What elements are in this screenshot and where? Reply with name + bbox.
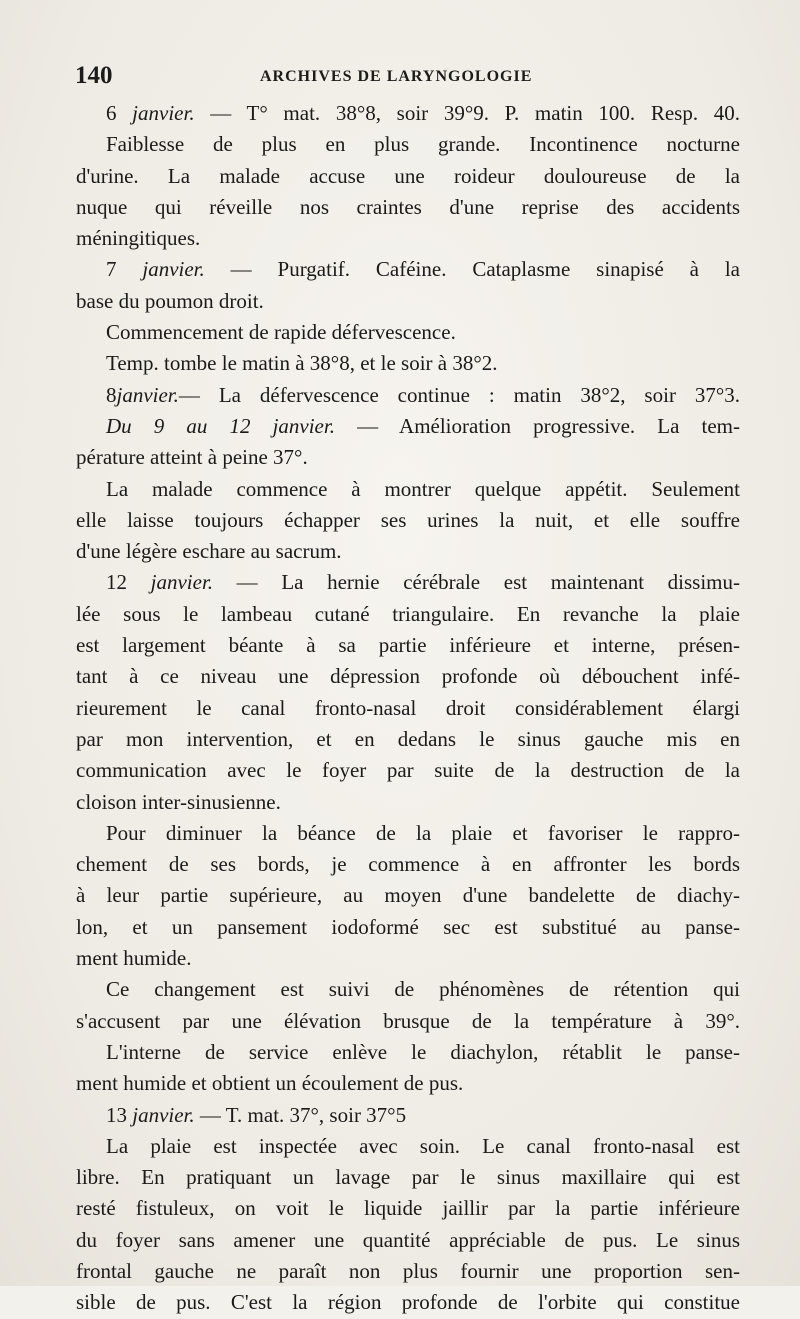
- italic-text: janvier.: [142, 257, 205, 282]
- text-run: lon, et un pansement iodoformé sec est substitué au panse-: [76, 914, 740, 939]
- text-line: [76, 787, 740, 818]
- text-run: libre. En pratiquant un lavage par le sinus maxillaire qui est: [76, 1165, 740, 1190]
- text-run: d'urine. La malade accuse une roideur douloureuse de la: [76, 163, 740, 188]
- text-run: elle laisse toujours échapper ses urines la nuit, et elle souffre: [76, 507, 740, 532]
- text-line: [76, 1162, 740, 1193]
- page-number: 140: [75, 62, 113, 89]
- text-line: [76, 223, 740, 254]
- text-line: [76, 1006, 740, 1037]
- text-run: Ce changement est suivi de phénomènes de rétention qui: [106, 977, 740, 1002]
- text-run: communication avec le foyer par suite de la destruction de la: [76, 758, 740, 783]
- text-line: [76, 442, 740, 473]
- text-line: [76, 161, 740, 192]
- text-run: 7: [106, 257, 143, 282]
- text-line: [76, 1100, 740, 1131]
- text-run: 6: [106, 101, 133, 125]
- text-line: [76, 1193, 740, 1224]
- text-run: est largement béante à sa partie inférieure et interne, présen-: [76, 633, 740, 658]
- text-run: — T. mat. 37°, soir 37°5: [194, 1102, 407, 1127]
- text-run: tant à ce niveau une dépression profonde où débouchent infé-: [76, 664, 740, 689]
- text-run: ment humide.: [76, 946, 192, 971]
- text-run: nuque qui réveille nos craintes d'une reprise des accidents: [76, 194, 740, 219]
- italic-text: janvier.: [132, 101, 195, 125]
- text-run: — T° mat. 38°8, soir 39°9. P. matin 100. Resp. 40.: [194, 101, 740, 125]
- text-line: [76, 317, 740, 348]
- text-run: d'une légère eschare au sacrum.: [76, 539, 342, 564]
- italic-text: janvier.: [132, 1102, 195, 1127]
- text-run: — La défervescence continue : matin 38°2, soir 37°3.: [178, 382, 740, 407]
- text-line: [76, 286, 740, 317]
- text-run: chement de ses bords, je commence à en affronter les bords: [76, 852, 740, 877]
- text-run: 8: [106, 382, 117, 407]
- running-title: ARCHIVES DE LARYNGOLOGIE: [260, 68, 533, 85]
- page-header: [75, 62, 740, 98]
- text-run: La plaie est inspectée avec soin. Le canal fronto-nasal est: [106, 1133, 740, 1158]
- text-run: cloison inter-sinusienne.: [76, 789, 281, 814]
- text-run: 13: [106, 1102, 133, 1127]
- italic-text: janvier.: [116, 382, 179, 407]
- text-line: [76, 505, 740, 536]
- text-line: [76, 943, 740, 974]
- text-line: [76, 755, 740, 786]
- text-run: base du poumon droit.: [76, 288, 264, 313]
- text-run: rieurement le canal fronto-nasal droit considérablement élargi: [76, 695, 740, 720]
- text-line: [76, 380, 740, 411]
- text-line: [76, 1068, 740, 1099]
- text-run: frontal gauche ne paraît non plus fournir une proportion sen-: [76, 1258, 740, 1283]
- text-line: [76, 974, 740, 1005]
- text-line: [76, 1287, 740, 1318]
- text-line: [76, 567, 740, 598]
- body-text: [76, 98, 740, 1319]
- text-line: [76, 348, 740, 379]
- text-run: Faiblesse de plus en plus grande. Incontinence nocturne: [106, 132, 740, 157]
- text-line: [76, 1037, 740, 1068]
- text-line: [76, 1256, 740, 1287]
- text-line: [76, 661, 740, 692]
- text-run: lée sous le lambeau cutané triangulaire. En revanche la plaie: [76, 601, 740, 626]
- text-run: La malade commence à montrer quelque appétit. Seulement: [106, 476, 740, 501]
- text-run: à leur partie supérieure, au moyen d'une bandelette de diachy-: [76, 883, 740, 908]
- text-line: [76, 129, 740, 160]
- text-line: [76, 693, 740, 724]
- text-line: [76, 912, 740, 943]
- text-run: Temp. tombe le matin à 38°8, et le soir à 38°2.: [106, 351, 498, 376]
- text-line: [76, 536, 740, 567]
- text-line: [76, 474, 740, 505]
- text-line: [76, 849, 740, 880]
- text-line: [76, 254, 740, 285]
- text-run: du foyer sans amener une quantité appréciable de pus. Le sinus: [76, 1227, 740, 1252]
- text-run: Commencement de rapide défervescence.: [106, 320, 456, 345]
- text-line: [76, 818, 740, 849]
- text-run: resté fistuleux, on voit le liquide jaillir par la partie inférieure: [76, 1196, 740, 1221]
- text-line: [76, 724, 740, 755]
- text-run: sible de pus. C'est la région profonde de l'orbite qui constitue: [76, 1290, 740, 1315]
- text-run: Pour diminuer la béance de la plaie et favoriser le rappro-: [106, 820, 740, 845]
- text-line: [76, 98, 740, 129]
- text-line: [76, 630, 740, 661]
- text-line: [76, 411, 740, 442]
- text-line: [76, 1225, 740, 1256]
- text-line: [76, 599, 740, 630]
- text-run: pérature atteint à peine 37°.: [76, 445, 308, 470]
- text-run: par mon intervention, et en dedans le sinus gauche mis en: [76, 726, 740, 751]
- text-run: — La hernie cérébrale est maintenant dissimu-: [213, 570, 740, 595]
- text-run: — Amélioration progressive. La tem-: [334, 413, 740, 438]
- text-run: L'interne de service enlève le diachylon, rétablit le panse-: [106, 1039, 740, 1064]
- text-line: [76, 1131, 740, 1162]
- text-run: 12: [106, 570, 151, 595]
- italic-text: janvier.: [150, 570, 214, 595]
- text-run: s'accusent par une élévation brusque de la température à 39°.: [76, 1008, 740, 1033]
- text-run: — Purgatif. Caféine. Cataplasme sinapisé à la: [204, 257, 740, 282]
- text-run: ment humide et obtient un écoulement de pus.: [76, 1071, 464, 1096]
- text-run: méningitiques.: [76, 226, 201, 251]
- italic-text: Du 9 au 12 janvier.: [106, 413, 335, 438]
- text-line: [76, 880, 740, 911]
- text-line: [76, 192, 740, 223]
